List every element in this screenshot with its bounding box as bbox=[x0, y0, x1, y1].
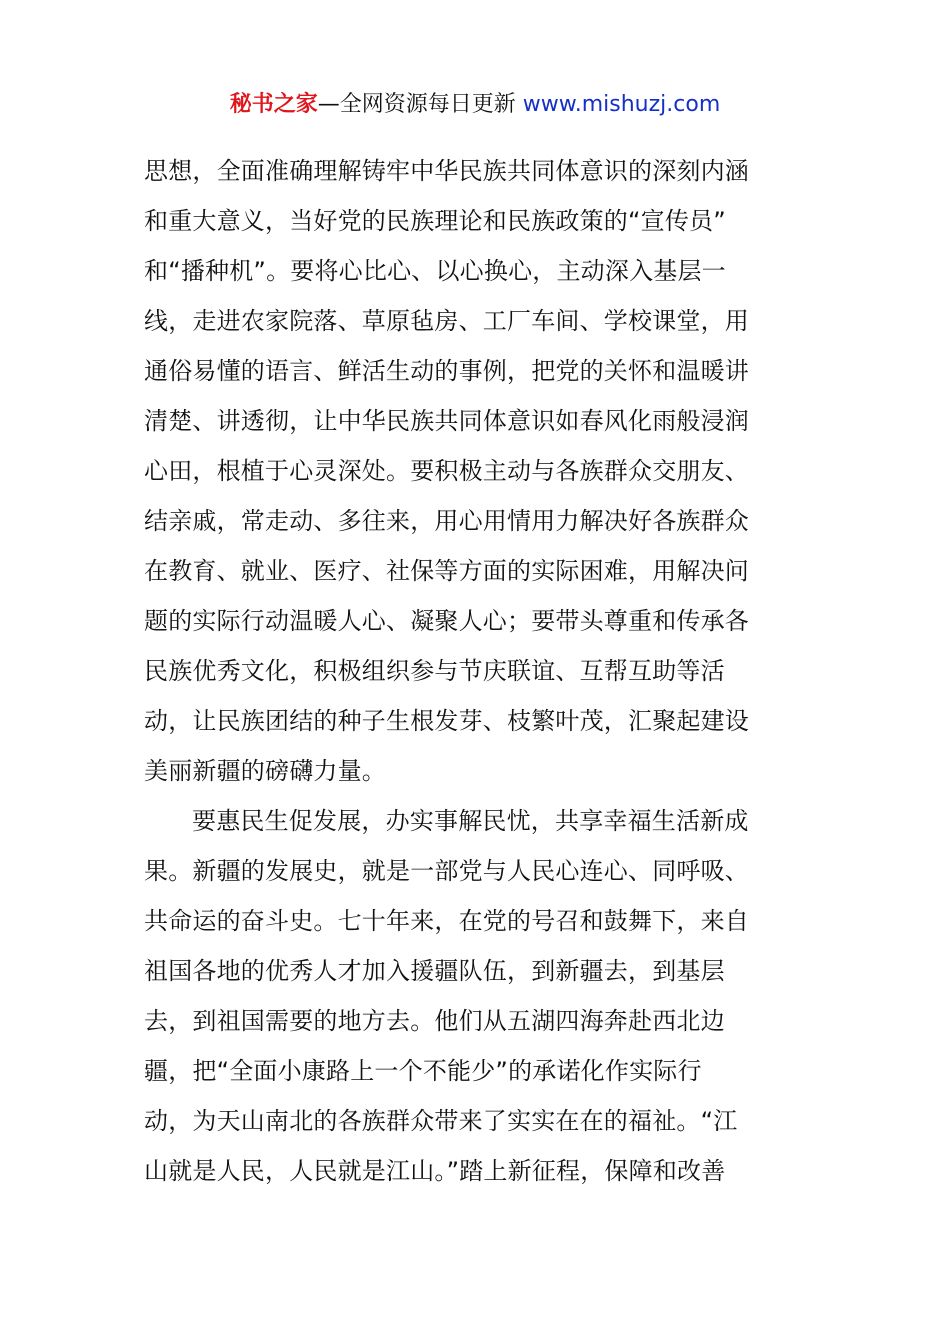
text-line: 疆，把“全面小康路上一个不能少”的承诺化作实际行 bbox=[144, 1057, 702, 1085]
text-line: 在教育、就业、医疗、社保等方面的实际困难，用解决问 bbox=[144, 557, 749, 585]
text-line: 结亲戚，常走动、多往来，用心用情用力解决好各族群众 bbox=[144, 507, 749, 535]
site-header bbox=[0, 88, 950, 122]
text-line: 共命运的奋斗史。七十年来，在党的号召和鼓舞下，来自 bbox=[144, 907, 749, 935]
text-line: 线，走进农家院落、草原毡房、工厂车间、学校课堂，用 bbox=[144, 307, 749, 335]
document-body bbox=[144, 146, 784, 1196]
text-line: 美丽新疆的磅礴力量。 bbox=[144, 757, 386, 785]
text-line: 民族优秀文化，积极组织参与节庆联谊、互帮互助等活 bbox=[144, 657, 725, 685]
text-line: 通俗易懂的语言、鲜活生动的事例，把党的关怀和温暖讲 bbox=[144, 357, 749, 385]
site-url[interactable]: www.mishuzj.com bbox=[522, 92, 721, 117]
text-line: 题的实际行动温暖人心、凝聚人心；要带头尊重和传承各 bbox=[144, 607, 749, 635]
text-line: 动，让民族团结的种子生根发芽、枝繁叶茂，汇聚起建设 bbox=[144, 707, 749, 735]
text-line: 和“播种机”。要将心比心、以心换心，主动深入基层一 bbox=[144, 257, 726, 285]
text-line: 思想，全面准确理解铸牢中华民族共同体意识的深刻内涵 bbox=[144, 157, 749, 185]
text-line: 果。新疆的发展史，就是一部党与人民心连心、同呼吸、 bbox=[144, 857, 749, 885]
text-line: 山就是人民，人民就是江山。”踏上新征程，保障和改善 bbox=[144, 1157, 726, 1185]
text-line: 要惠民生促发展，办实事解民忧，共享幸福生活新成 bbox=[192, 807, 749, 835]
text-line: 心田，根植于心灵深处。要积极主动与各族群众交朋友、 bbox=[144, 457, 749, 485]
text-line: 祖国各地的优秀人才加入援疆队伍，到新疆去，到基层 bbox=[144, 957, 725, 985]
site-tagline: —全网资源每日更新 bbox=[317, 92, 523, 117]
paragraph-1 bbox=[144, 146, 784, 796]
paragraph-2 bbox=[144, 796, 784, 1196]
site-brand: 秘书之家 bbox=[229, 92, 318, 117]
text-line: 和重大意义，当好党的民族理论和民族政策的“宣传员” bbox=[144, 207, 726, 235]
text-line: 清楚、讲透彻，让中华民族共同体意识如春风化雨般浸润 bbox=[144, 407, 749, 435]
text-line: 动，为天山南北的各族群众带来了实实在在的福祉。“江 bbox=[144, 1107, 738, 1135]
text-line: 去，到祖国需要的地方去。他们从五湖四海奔赴西北边 bbox=[144, 1007, 725, 1035]
